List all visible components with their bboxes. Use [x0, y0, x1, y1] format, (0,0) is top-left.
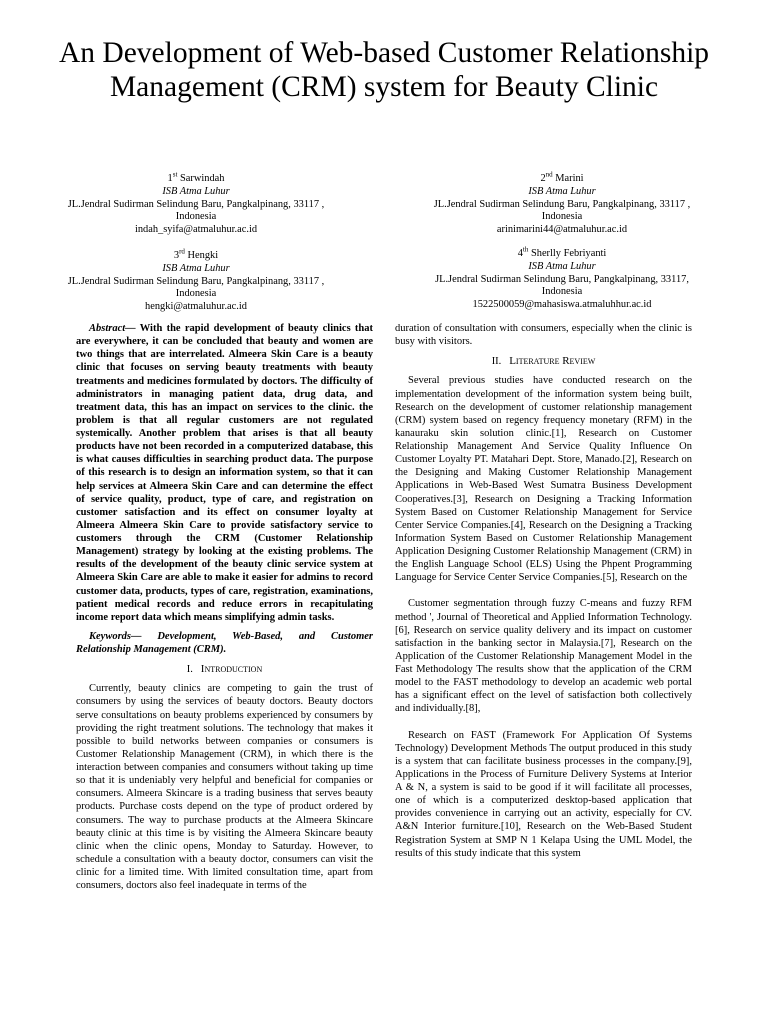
author-country: Indonesia — [541, 286, 583, 298]
author-country: Indonesia — [541, 211, 583, 223]
author-affiliation: ISB Atma Luhur — [528, 260, 596, 272]
author-name: 4th Sherlly Febriyanti — [517, 245, 607, 259]
author-block — [36, 170, 356, 237]
left-column — [76, 322, 373, 892]
author-country: Indonesia — [175, 211, 217, 223]
author-name: 1st Sarwindah — [167, 170, 225, 184]
author-address: JL.Jendral Sudirman Selindung Baru, Pangkalpinang, 33117 , — [67, 198, 325, 210]
section-heading-literature-review: II. Literature Review — [491, 355, 596, 368]
paper-title: An Development of Web-based Customer Relationship Management (CRM) system for Beauty Clinic — [58, 37, 710, 103]
body-paragraph: Currently, beauty clinics are competing to gain the trust of consumers by using the services of beauty doctors. Beauty doctors serve consultations on beauty problems experienced by consumers by providing the right treatment solutions. The technology that makes it possible to build networks between companies or consumers is Customer Relationship Management (CRM), in which there is the interaction between companies and consumers without taking up time so that it is undeniably very helpful and beneficial for companies or consumers. Almeera Skincare is a trading business that serves beauty products. Purchase costs depend on the type of product ordered by consumers. The way to purchase products at the Almeera Skincare beauty clinic at this time is by visiting the Almeera Skincare beauty clinic when the clinic opens, Monday to Saturday. However, to schedule a consultation with a beauty doctor, consumers can visit the clinic for a limited time. With limited consultation time, apart from consumers, doctors also feel inadequate in terms of the — [76, 683, 373, 892]
body-paragraph: Several previous studies have conducted research on the implementation development of the information system being built, Research on the development of customer relationship management (CRM) system based on regency frequency monetary (RFM) in the kanauraku skin solution clinic.[1], Research on Customer Relationship Management And Service Quality Influence On Customer Loyalty PT. Matahari Dept. Store, Manado.[2], Research on the Designing and Making Customer Relationship Management Applications in Web-Based West Sumatra Business Development Cooperatives.[3], Research on Designing a Tracking Information System Based on Customer Relationship Management for Service Center Service Companies.[4], Research on the Designing a Tracking Information System Based on Customer Relationship Management Application Designing Customer Relationship Management (CRM) in the English Language School (ELS) Using the Phpent Programming Language for Service Center Service Companies.[5], Research on the — [395, 375, 692, 584]
author-email: 1522500059@mahasiswa.atmaluhhur.ac.id — [472, 299, 652, 311]
author-email: indah_syifa@atmaluhur.ac.id — [134, 224, 258, 236]
author-block — [36, 247, 356, 314]
section-heading-introduction: I. Introduction — [186, 663, 263, 676]
author-email: hengki@atmaluhur.ac.id — [145, 301, 247, 313]
body-paragraph: duration of consultation with consumers, especially when the clinic is busy with visitors. — [395, 323, 692, 348]
body-paragraph: Research on FAST (Framework For Application Of Systems Technology) Development Methods The output produced in this study is a system that can facilitate business processes in the company.[9], Applications in the Process of Furniture Delivery Systems at Interior A & N, a system is said to be good if it will facilitate all processes, one of which is a computerized desktop-based application that provides convenience in carrying out an activity, especially for CV. A&N Interior furniture.[10], Research on the Web-Based Student Registration System at SMP N 1 Kelapa Using the UML Model, the results of this study indicate that this system — [395, 729, 692, 859]
keywords: Keywords— Development, Web-Based, and Customer Relationship Management (CRM). — [76, 630, 373, 655]
author-affiliation: ISB Atma Luhur — [528, 185, 596, 197]
abstract: Abstract— With the rapid development of beauty clinics that are everywhere, it can be concluded that beauty and women are two things that are interrelated. Almeera Skin Care is a beauty clinic that focuses on serving beauty treatments with beauty treatments and medicines formulated by doctors. The difficulty of administrators in managing patient data, drug data, and treatment data, this has an impact on services to the clinic. the problem is that all regular customers are not regulated systemically. Another problem that arises is that all beauty products have not been recorded in a computerized database, this is what causes difficulties in searching product data. The purpose of this research is to design an information system, so that it can help services at Almeera Skin Care and can determine the effect of service quality, product, type of care, and registration on customer satisfaction and its effect on consumer loyalty at Almeera Almeera Skin Care to provide satisfactory service to customers through the CRM (Customer Relationship Management) strategy by looking at the existing problems. The results of the development of the beauty clinic service system at Almeera Skin Care are able to make it easier for admins to record customer data, products, types of care, registration, examinations, patient medical records and reduce errors in recapitulating income report data which means simplifying admin tasks. — [76, 323, 373, 623]
author-block — [402, 170, 722, 237]
author-email: arinimarini44@atmaluhur.ac.id — [496, 224, 628, 236]
author-affiliation: ISB Atma Luhur — [162, 262, 230, 274]
author-country: Indonesia — [175, 288, 217, 300]
right-column — [395, 322, 692, 860]
body-paragraph: Customer segmentation through fuzzy C-means and fuzzy RFM method ', Journal of Theoretical and Applied Information Technology.[6], Research on service quality delivery and its impact on customer satisfaction in the banking sector in Malaysia.[7], Research on the Application of the Customer Relationship Management Model in the Fast Methodology The results show that the application of the CRM model to the FAST methodology to develop an academic web portal has a significant effect on the level of satisfaction both collectively and individually.[8], — [395, 598, 692, 715]
author-affiliation: ISB Atma Luhur — [162, 185, 230, 197]
author-name: 3rd Hengki — [173, 247, 219, 261]
author-name: 2nd Marini — [540, 170, 584, 184]
author-address: JL.Jendral Sudirman Selindung Baru, Pangkalpinang, 33117 , — [433, 198, 691, 210]
author-block — [402, 245, 722, 312]
author-address: JL.Jendral Sudirman Selindung Baru, Pangkalpinang, 33117, — [435, 273, 689, 285]
author-address: JL.Jendral Sudirman Selindung Baru, Pangkalpinang, 33117 , — [67, 275, 325, 287]
